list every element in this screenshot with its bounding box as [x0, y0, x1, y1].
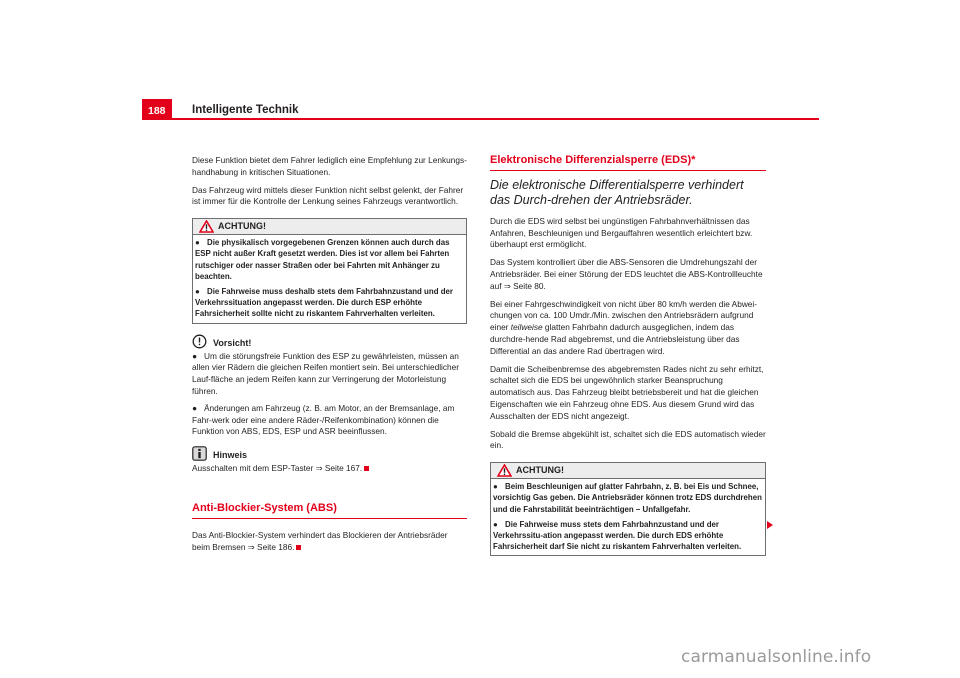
- exclamation-circle-icon: [192, 334, 207, 349]
- left-column: [192, 155, 467, 553]
- warning-header: [193, 219, 466, 235]
- warning-header: [491, 463, 765, 479]
- warning-bullet: ● Beim Beschleunigen auf glatter Fahrbahn, z. B. bei Eis und Schnee, vorsichtig Gas geben. Die Antriebsräder können trotz EDS durchdrehen und die Fahrstabilität beeinträchtigen – Unfallgefahr.: [493, 482, 762, 514]
- caution-bullet: ● Um die störungsfreie Funktion des ESP zu gewährleisten, müssen an allen vier Rädern die gleichen Reifen montiert sein. Bei unterschiedlicher Lauf-fläche an jedem Reifen kann zur Verringerung der Motorleistung führen.: [192, 350, 460, 396]
- body-paragraph: Bei einer Fahrgeschwindigkeit von nicht über 80 km/h werden die Abwei-chungen von ca. 100 Umdr./Min. zwischen den Antriebsrädern aufgrund einer teilweise glatten Fahrbahn dadurch ausgeglichen, indem das durchdre-hende Rad abgebremst, und die Antriebsleistung über das Differential an das andere Rad übertragen wird.: [490, 298, 758, 356]
- section-subtitle: Die elektronische Differentialsperre verhindert das Durch-drehen der Antriebsräder.: [490, 177, 744, 208]
- body-paragraph: Damit die Scheibenbremse des abgebremsten Rades nicht zu sehr erhitzt, schaltet sich die EDS bei ungewöhnlich starker Beanspruchung automatisch aus. Das Fahrzeug bleibt betriebsbereit und hat die gleichen Eigenschaften wie ein Fahrzeug ohne EDS. Aus diesem Grund wird das Ausschalten der EDS nicht angezeigt.: [490, 363, 764, 421]
- watermark: carmanualsonline.info: [681, 647, 872, 667]
- intro-paragraph: Diese Funktion bietet dem Fahrer lediglich eine Empfehlung zur Lenkungs-handhabung in kritischen Situationen.: [192, 155, 467, 177]
- running-title: Intelligente Technik: [192, 104, 299, 116]
- warning-bullet: ● Die Fahrweise muss stets dem Fahrbahnzustand und der Verkehrssitu-ation angepasst werden. Die durch EDS erhöhte Fahrsicherheit darf Sie nicht zu riskantem Fahrverhalten verleiten.: [493, 519, 742, 552]
- warning-triangle-icon: [497, 464, 512, 477]
- warning-bullet: ● Die physikalisch vorgegebenen Grenzen können auch durch das ESP nicht außer Kraft gesetzt werden. Dies ist vor allem bei Fahrten rutschiger oder nasser Straßen oder bei Fahrten mit Anhänger zu beachten.: [195, 238, 450, 281]
- body-paragraph: Durch die EDS wird selbst bei ungünstigen Fahrbahnverhältnissen das Anfahren, Beschleunigen und Bergauffahren wesentlich erleichtert bzw. überhaupt erst ermöglicht.: [490, 215, 753, 250]
- section-title-eds: Elektronische Differenzialsperre (EDS)*: [490, 155, 766, 171]
- caution-bullet: ● Änderungen am Fahrzeug (z. B. am Motor, an der Bremsanlage, am Fahr-werk oder eine andere Räder-/Reifenkombination) können die Funktion von ABS, EDS, ESP und ASR beeinflussen.: [192, 402, 455, 437]
- section-end-mark: [364, 466, 369, 471]
- info-icon: [192, 446, 207, 461]
- section-end-mark: [296, 545, 301, 550]
- caution-header: [192, 334, 467, 351]
- caution-label: Vorsicht!: [213, 337, 252, 348]
- intro-paragraph: Das Fahrzeug wird mittels dieser Funktion nicht selbst gelenkt, der Fahrer ist immer für die Kontrolle der Lenkung seines Fahrzeugs verantwortlich.: [192, 184, 464, 207]
- warning-label: ACHTUNG!: [516, 465, 564, 476]
- section-title-abs: Anti-Blockier-System (ABS): [192, 503, 467, 519]
- warning-triangle-icon: [199, 220, 214, 233]
- warning-box: [192, 218, 467, 323]
- note-text: Ausschalten mit dem ESP-Taster ⇒ Seite 167.: [192, 463, 467, 475]
- continue-arrow-icon: [767, 521, 773, 529]
- note-header: [192, 446, 467, 463]
- warning-bullet: ● Die Fahrweise muss deshalb stets dem Fahrbahnzustand und der Verkehrssituation angepasst werden. Die durch ESP erhöhte Fahrsicherheit sollte nicht zu riskantem Fahrverhalten verleiten.: [195, 287, 453, 319]
- header-rule: [142, 118, 819, 120]
- abs-paragraph: Das Anti-Blockier-System verhindert das Blockieren der Antriebsräder beim Bremsen ⇒ Seite 186.: [192, 529, 448, 552]
- right-column: [490, 155, 766, 556]
- note-label: Hinweis: [213, 450, 248, 461]
- page-number: 188: [148, 105, 166, 117]
- warning-box: [490, 462, 766, 556]
- body-paragraph: Das System kontrolliert über die ABS-Sensoren die Umdrehungszahl der Antriebsräder. Bei einer Störung der EDS leuchtet die ABS-Kontrollleuchte auf ⇒ Seite 80.: [490, 257, 763, 291]
- warning-label: ACHTUNG!: [218, 221, 266, 232]
- body-paragraph: Sobald die Bremse abgekühlt ist, schaltet sich die EDS automatisch wieder ein.: [490, 428, 766, 451]
